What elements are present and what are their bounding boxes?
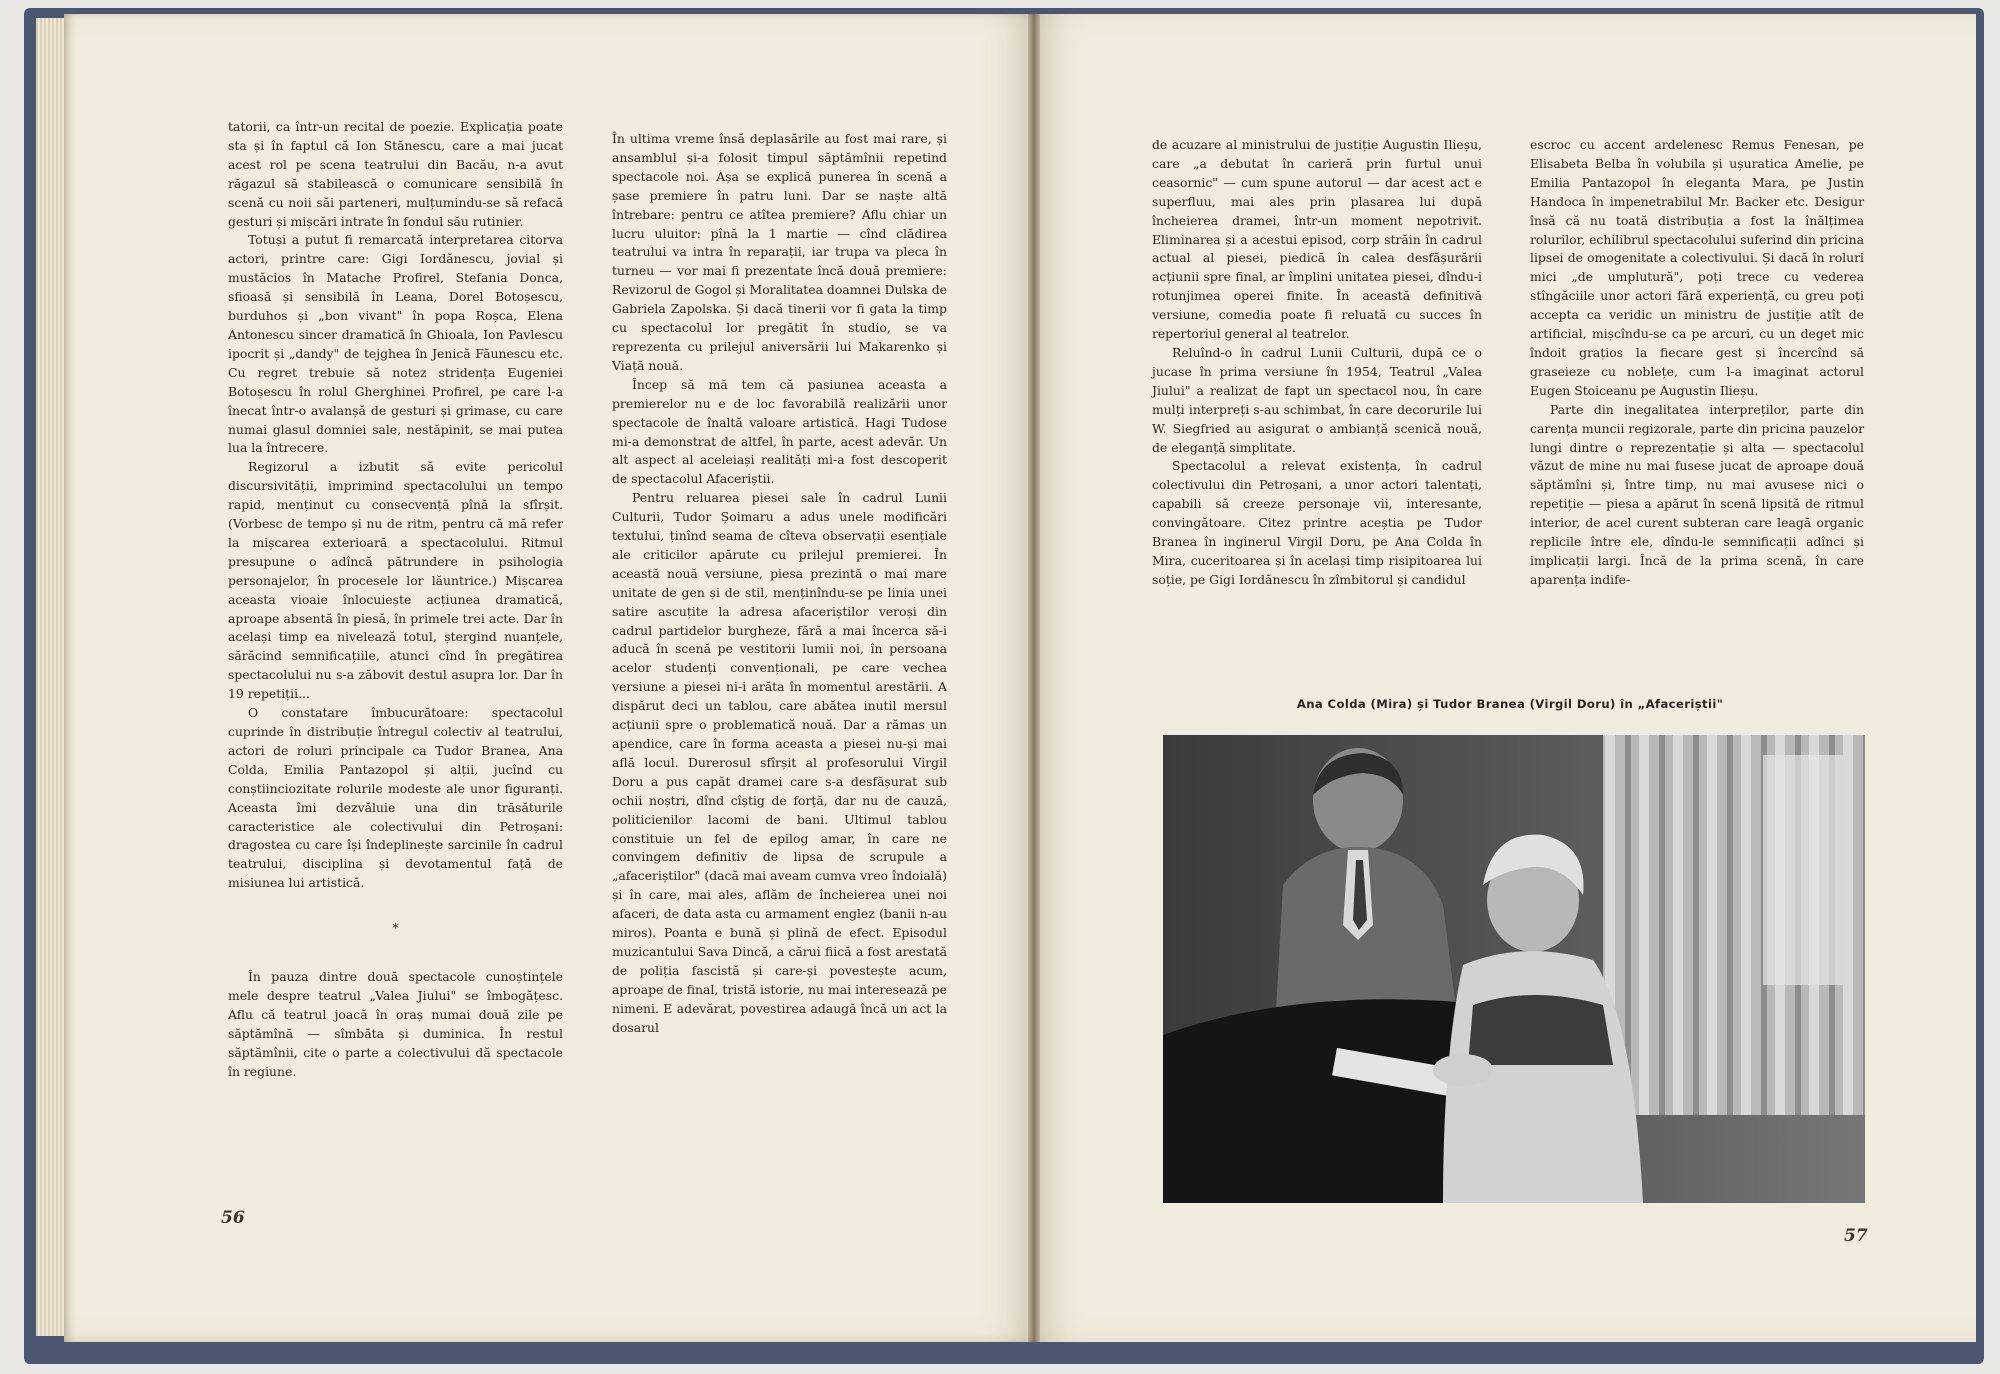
- paragraph: Pentru reluarea piesei sale în cadrul Lunii Culturii, Tudor Șoimaru a adus unele modificări textului, ținînd seama de cîteva observații esențiale ale criticilor apărute cu prilejul premierei. În această nouă versiune, piesa prezintă o mai mare unitate de gen și de stil, menținîndu-se pe linia unei satire ascuțite la adresa afaceriștilor veroși din cadrul partidelor burgheze, fără a mai încerca să-i aducă în scenă pe vestitorii lumii noi, în persoana acelor studenți convenționali, pe care vechea versiune a piesei ni-i arăta în momentul arestării. A dispărut deci un tablou, care abătea inutil mersul acțiunii spre o problematică nouă. Dar a rămas un apendice, care în forma aceasta a piesei nu-și mai află locul. Durerosul sfîrșit al profesorului Virgil Doru a pus capăt dramei care s-a desfășurat sub ochii noștri, dînd cîștig de forță, dar nu de cauză, politicienilor lacomi de bani. Ultimul tablou constituie un fel de epilog amar, în care ne convingem definitiv de lipsa de scrupule a „afaceriștilor" (dacă mai aveam cumva vreo îndoială) și în care, mai ales, aflăm de încheierea unei noi afaceri, de data asta cu armament englez (banii n-au miros). Poanta e bună și plină de efect. Episodul muzicantului Sava Dincă, a cărui fiică a fost arestată de poliția fascistă și care-și povestește acum, aproape de final, tristă istorie, nu mai interesează pe nimeni. E adevărat, povestirea adaugă încă un act la dosarul: [612, 490, 947, 1035]
- page-number-right: 57: [1844, 1226, 1868, 1246]
- paragraph: Încep să mă tem că pasiunea aceasta a premierelor nu e de loc favorabilă realizării unor spectacole de înaltă valoare artistică. Hagi Tudose mi-a demonstrat de altfel, în parte, acest adevăr. Un alt aspect al aceleiași realități mi-a fost descoperit de spectacolul Afaceriștii.: [612, 376, 947, 487]
- section-separator: *: [392, 920, 399, 936]
- book-gutter: [1028, 14, 1040, 1342]
- page-number-left: 56: [221, 1208, 245, 1228]
- right-page-column-2: [1530, 136, 1864, 590]
- paragraph: O constatare îmbucurătoare: spectacolul cuprinde în distribuție întregul colectiv al teatrului, actori de roluri principale ca Tudor Branea, Ana Colda, Emilia Pantazopol și alții, jucînd cu conștiinciozitate rolurile modeste ale unor figuranți. Aceasta îmi dezvăluie una din trăsăturile caracteristice ale colectivului din Petroșani: dragostea cu care își îndeplinește sarcinile în cadrul teatrului, disciplina și devotamentul față de misiunea lui artistică.: [228, 705, 563, 891]
- left-page-column-2: [612, 130, 947, 1038]
- paragraph: Reluînd-o în cadrul Lunii Culturii, după ce o jucase în prima versiune în 1954, Teatrul „Valea Jiului" a realizat de fapt un spectacol nou, în care mulți interpreți s-au schimbat, în care decorurile lui W. Siegfried au asigurat o ambianță scenică nouă, de eleganță simplitate.: [1152, 344, 1482, 455]
- photo-caption: Ana Colda (Mira) și Tudor Branea (Virgil Doru) în „Afaceriștii": [1296, 697, 1724, 711]
- paragraph: de acuzare al ministrului de justiție Augustin Ilieșu, care „a debutat în carieră prin furtul unui ceasornic" — cum spune autorul — dar acest act e superfluu, mai ales prin plasarea lui după încheierea dramei, într-un moment nepotrivit. Eliminarea și a acestui episod, corp străin în cadrul actual al piesei, piedică în calea desfășurării acțiunii spre final, ar împlini unitatea piesei, dîndu-i rotunjimea operei finite. În această definitivă versiune, comedia poate fi reluată cu succes în repertoriul general al teatrelor.: [1152, 137, 1482, 342]
- paragraph: Spectacolul a relevat existența, în cadrul colectivului din Petroșani, a unor actori talentați, capabili să creeze personaje vii, interesante, convingătoare. Citez printre aceștia pe Tudor Branea în inginerul Virgil Doru, pe Ana Colda în Mira, cuceritoarea și în același timp risipitoarea lui soție, pe Gigi Iordănescu în zîmbitorul și candidul: [1152, 458, 1482, 587]
- paragraph: În ultima vreme însă deplasările au fost mai rare, și ansamblul și-a folosit timpul săptămînii repetind spectacole noi. Așa se explică punerea în scenă a șase premiere în patru luni. Dar se naște altă întrebare: pentru ce atîtea premiere? Aflu chiar un lucru uluitor: pînă la 1 martie — cînd clădirea teatrului va intra în reparații, iar trupa va pleca în turneu — vor mai fi prezentate încă două premiere: Revizorul de Gogol și Moralitatea doamnei Dulska de Gabriela Zapolska. Și dacă tinerii vor fi gata la timp cu spectacolul lor pregătit în studio, se va reprezenta cu prilejul aniversării lui Makarenko și Viață nouă.: [612, 131, 947, 373]
- right-page-column-1: [1152, 136, 1482, 590]
- stage-photo-image: [1163, 735, 1865, 1203]
- paragraph: tatorii, ca într-un recital de poezie. Explicația poate sta și în faptul că Ion Stănescu, care a mai jucat acest rol pe scena teatrului din Bacău, n-a avut răgazul să stabilească o comunicare sensibilă în scenă cu noii săi parteneri, mulțumindu-se să refacă gesturi și mișcări intrate în fondul său rutinier.: [228, 119, 563, 229]
- page-edges: [36, 18, 66, 1336]
- left-page-column-1: [228, 118, 563, 1082]
- paragraph: escroc cu accent ardelenesc Remus Fenesan, pe Elisabeta Belba în volubila și ușuratica Amelie, pe Emilia Pantazopol în eleganta Mara, pe Justin Handoca în impenetrabilul Mr. Backer etc. Desigur însă că nu toată distribuția a fost la înălțimea rolurilor, echilibrul spectacolului suferind din pricina lipsei de omogenitate a colectivului. Și dacă în roluri mici „de umplutură", poți trece cu vederea stîngăciile unor actori fără experiență, cu greu poți accepta ca veridic un ministru de justiție atît de artificial, mișcîndu-se ca pe arcuri, cu un deget mic îndoit grațios la fiecare gest și încercînd să graseieze cu noblețe, cum l-a imaginat actorul Eugen Stoiceanu pe Augustin Ilieșu.: [1530, 137, 1864, 398]
- stage-photo: [1163, 735, 1865, 1203]
- paragraph: Parte din inegalitatea interpreților, parte din carența muncii regizorale, parte din pricina pauzelor lungi dintre o reprezentație și alta — spectacolul văzut de mine nu mai fusese jucat de aproape două săptămîni și, între timp, nu mai avusese nici o repetiție — piesa a apărut în scenă lipsită de ritmul interior, de acel curent subteran care leagă organic replicile între ele, dîndu-le semnificații adînci și implicații largi. Încă de la prima scenă, în care aparența indife-: [1530, 401, 1864, 587]
- paragraph: Totuși a putut fi remarcată interpretarea citorva actori, printre care: Gigi Iordănescu, jovial și mustăcios în Matache Profirel, Stefania Donca, sfioasă și sensibilă în Leana, Dorel Botoșescu, burduhos și „bon vivant" în popa Roșca, Elena Antonescu sincer dramatică în Ghioala, Ion Pavlescu ipocrit și „dandy" de tejghea în Jenică Făunescu etc. Cu regret trebuie să notez stridența Eugeniei Botoșescu în rolul Gherghinei Profirel, pe care l-a înecat într-o avalanșă de gesturi și grimase, cu care numai glasul domniei sale, nestăpinit, se mai putea lua la întrecere.: [228, 232, 563, 456]
- paragraph: În pauza dintre două spectacole cunoștințele mele despre teatrul „Valea Jiului" se îmbogățesc. Aflu că teatrul joacă în oraș numai două zile pe săptămînă — sîmbăta și duminica. În restul săptămînii, cite o parte a colectivului dă spectacole în regiune.: [228, 969, 563, 1079]
- paragraph: Regizorul a izbutit să evite pericolul discursivității, imprimind spectacolului un tempo rapid, menținut cu consecvență pînă la sfîrșit. (Vorbesc de tempo și nu de ritm, pentru că mă refer la mișcarea exterioară a spectacolului. Ritmul presupune o adîncă pătrundere in psihologia personajelor, în procesele lor lăuntrice.) Mișcarea aceasta vioaie înlocuiește acțiunea dramatică, aproape absentă în piesă, în primele trei acte. Dar în același timp ea nivelează totul, ștergind nuanțele, sărăcind semnificațiile, atunci cînd în pregătirea spectacolului nu s-a zăbovit destul asupra lor. Dar în 19 repetiții...: [228, 459, 563, 702]
